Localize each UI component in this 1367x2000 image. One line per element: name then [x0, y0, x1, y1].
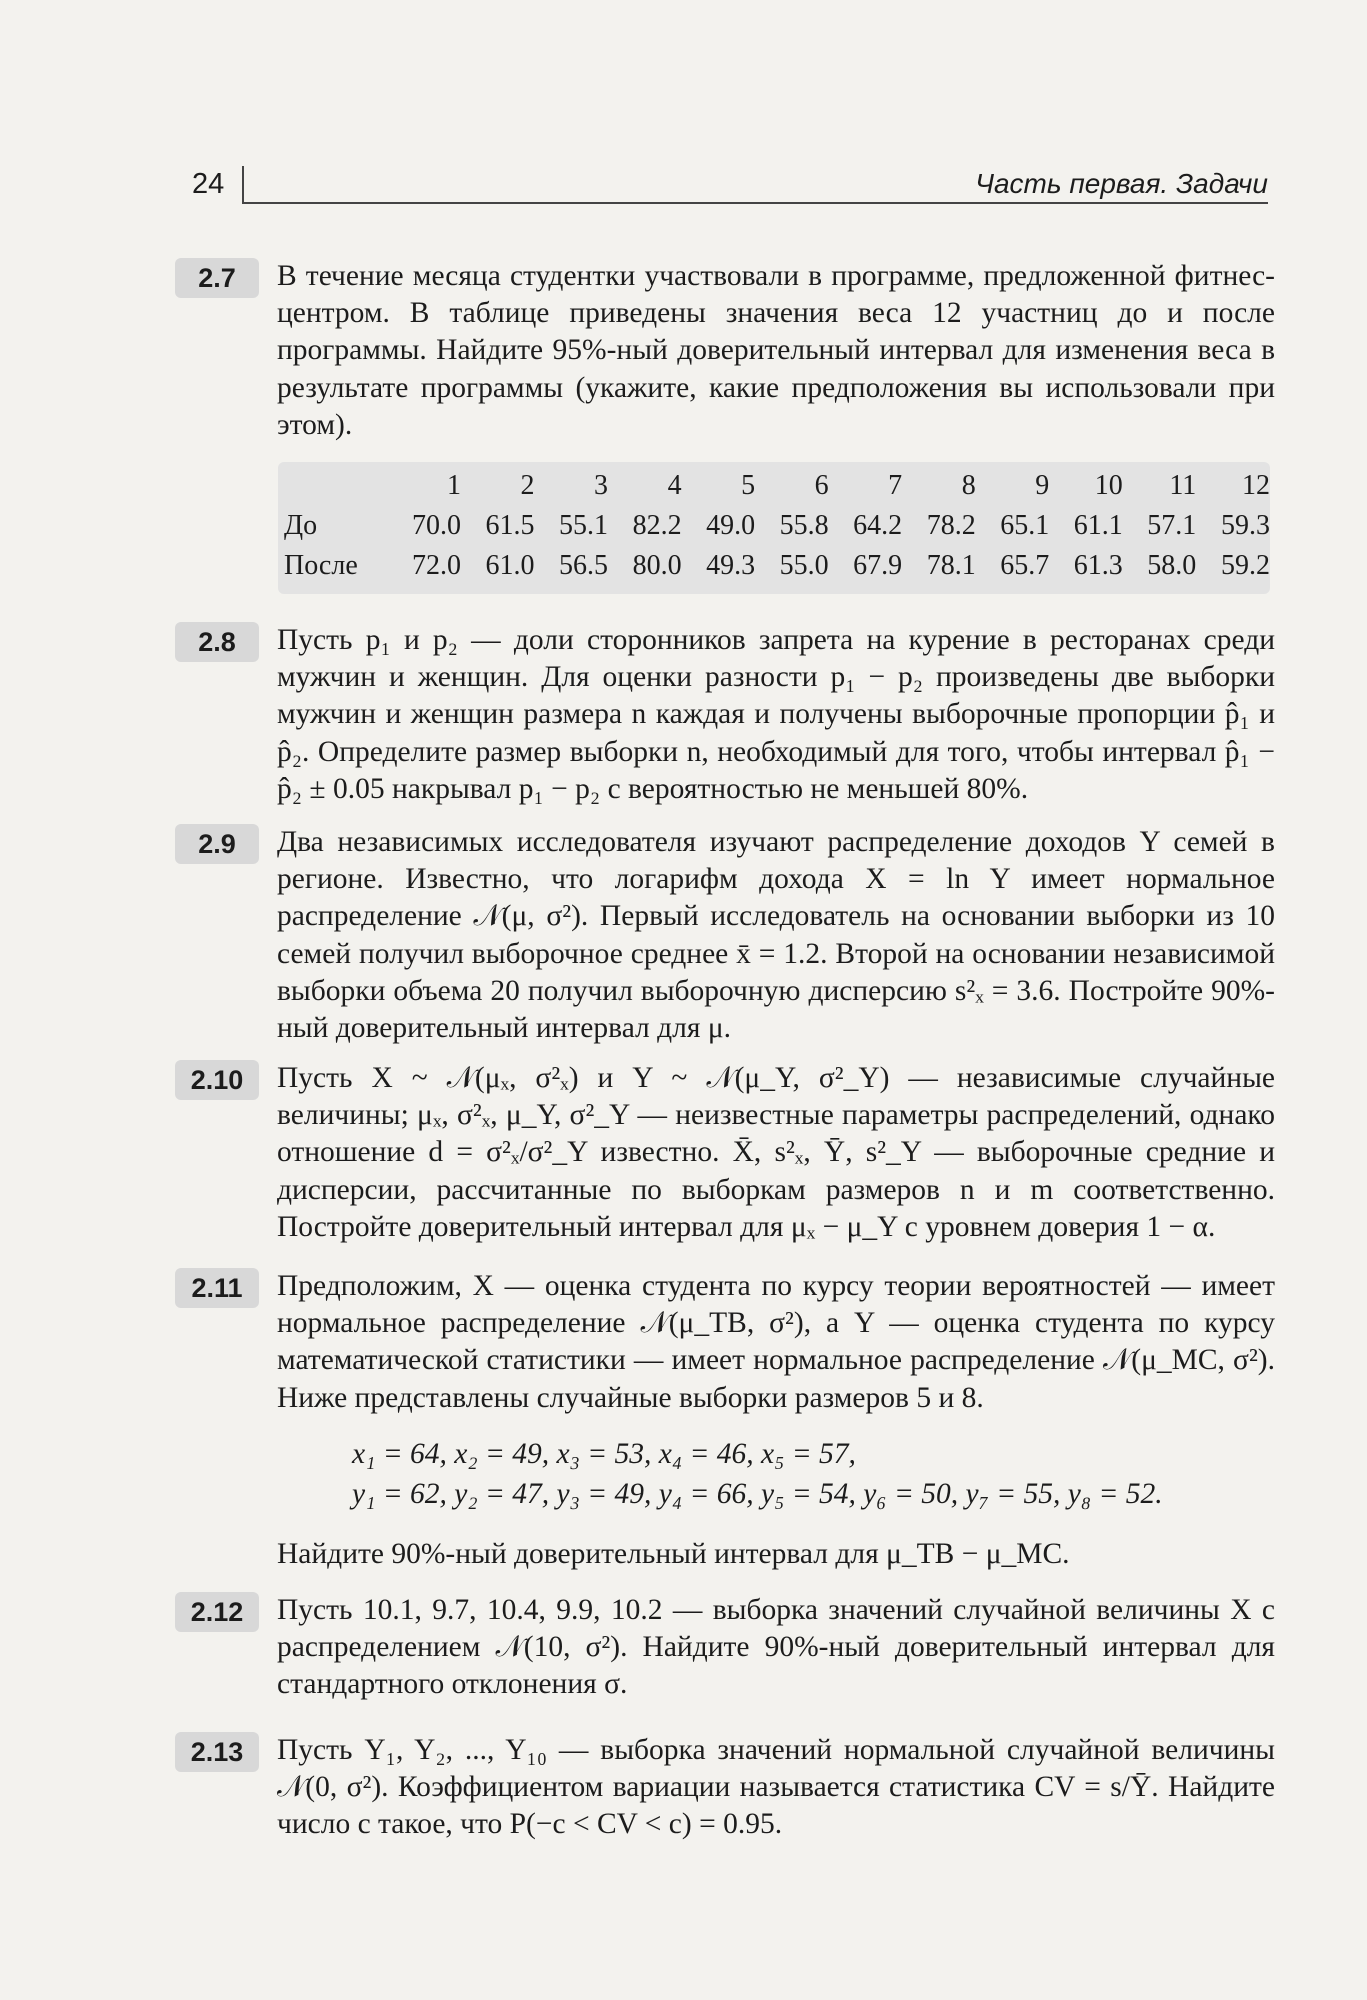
table-row — [284, 506, 1270, 546]
problem-text: Пусть Y₁, Y₂, ..., Y₁₀ — выборка значений нормальной случайной величины 𝒩(0, σ²). Коэффициентом вариации называется статистика CV = s/Ȳ. Найдите число c такое, что P(−c < CV < c) = 0.95. — [277, 1734, 1275, 1841]
column-header: 11 — [1169, 470, 1197, 501]
sample-y-formula: y₁ = 62, y₂ = 47, y₃ = 49, y₄ = 66, y₅ = 54, y₆ = 50, y₇ = 55, y₈ = 52. — [352, 1478, 1163, 1510]
page-number: 24 — [192, 168, 225, 200]
column-header: 12 — [1242, 470, 1270, 501]
table-cell: 59.3 — [1221, 510, 1270, 541]
table-header-row — [284, 466, 1270, 506]
table-cell: 55.8 — [779, 510, 829, 541]
table-cell: 61.1 — [1073, 510, 1123, 541]
table-cell: 82.2 — [632, 510, 682, 541]
table-cell: 49.3 — [706, 550, 756, 581]
table-cell: 61.5 — [485, 510, 535, 541]
row-label: После — [284, 550, 358, 581]
table-cell: 67.9 — [853, 550, 903, 581]
problem-text: Два независимых исследователя изучают распределение доходов Y семей в регионе. Известно, что логарифм дохода X = ln Y имеет нормальное распределение 𝒩(μ, σ²). Первый исследователь на основании выборки из 10 семей получил выборочное среднее x̄ = 1.2. Второй на основании независимой выборки объема 20 получил выборочную дисперсию s²ₓ = 3.6. Постройте 90%-ный доверительный интервал для μ. — [277, 826, 1275, 1045]
column-header: 8 — [961, 470, 976, 501]
table-cell: 78.1 — [926, 550, 976, 581]
column-header: 9 — [1035, 470, 1050, 501]
problem-number: 2.11 — [175, 1268, 259, 1308]
problem-text: Предположим, X — оценка студента по курсу теории вероятностей — имеет нормальное распределение 𝒩(μ_ТВ, σ²), а Y — оценка студента по курсу математической статистики — имеет нормальное распределение 𝒩(μ_МС, σ²). Ниже представлены случайные выборки размеров 5 и 8. — [277, 1270, 1275, 1414]
table-cell: 58.0 — [1147, 550, 1197, 581]
table-cell: 78.2 — [926, 510, 976, 541]
column-header: 6 — [814, 470, 829, 501]
problem-2-11-question: Найдите 90%-ный доверительный интервал для μ_ТВ − μ_МС. — [277, 1538, 1070, 1570]
weight-table — [278, 462, 1270, 594]
problem-text: Пусть X ~ 𝒩(μₓ, σ²ₓ) и Y ~ 𝒩(μ_Y, σ²_Y) — независимые случайные величины; μₓ, σ²ₓ, μ_Y, σ²_Y — неизвестные параметры распределений, однако отношение d = σ²ₓ/σ²_Y известно. X̄, s²ₓ, Ȳ, s²_Y — выборочные средние и дисперсии, рассчитанные по выборкам размеров n и m соответственно. Постройте доверительный интервал для μₓ − μ_Y с уровнем доверия 1 − α. — [277, 1062, 1275, 1243]
table-cell: 61.0 — [485, 550, 535, 581]
column-header: 7 — [888, 470, 903, 501]
running-title: Часть первая. Задачи — [975, 168, 1268, 199]
column-header: 1 — [446, 470, 461, 501]
table-cell: 61.3 — [1073, 550, 1123, 581]
problem-number: 2.9 — [175, 824, 259, 864]
header-rule-horizontal — [242, 202, 1268, 204]
problem-number: 2.10 — [175, 1060, 259, 1100]
problem-number: 2.7 — [175, 258, 259, 298]
table-cell: 55.1 — [559, 510, 609, 541]
table-cell: 65.7 — [1000, 550, 1050, 581]
problem-text: Пусть 10.1, 9.7, 10.4, 9.9, 10.2 — выборка значений случайной величины X с распределением 𝒩(10, σ²). Найдите 90%-ный доверительный интервал для стандартного отклонения σ. — [277, 1594, 1275, 1701]
table-cell: 70.0 — [411, 510, 461, 541]
table-cell: 72.0 — [411, 550, 461, 581]
table-cell: 56.5 — [559, 550, 609, 581]
table-cell: 55.0 — [779, 550, 829, 581]
problem-number: 2.8 — [175, 622, 259, 662]
table-cell: 65.1 — [1000, 510, 1050, 541]
table-row — [284, 546, 1270, 586]
table-cell: 49.0 — [706, 510, 756, 541]
problem-text: В течение месяца студентки участвовали в программе, предложенной фитнес-центром. В таблице приведены значения веса 12 участниц до и после программы. Найдите 95%-ный доверительный интервал для изменения веса в результате программы (укажите, какие предположения вы использовали при этом). — [277, 260, 1275, 441]
row-label: До — [284, 510, 318, 541]
column-header: 5 — [741, 470, 756, 501]
column-header: 2 — [520, 470, 535, 501]
column-header: 10 — [1094, 470, 1123, 501]
problem-number: 2.12 — [175, 1592, 259, 1632]
table-cell: 59.2 — [1221, 550, 1270, 581]
problem-text: Пусть p₁ и p₂ — доли сторонников запрета на курение в ресторанах среди мужчин и женщин. Для оценки разности p₁ − p₂ произведены две выборки мужчин и женщин размера n каждая и получены выборочные пропорции p̂₁ и p̂₂. Определите размер выборки n, необходимый для того, чтобы интервал p̂₁ − p̂₂ ± 0.05 накрывал p₁ − p₂ с вероятностью не меньшей 80%. — [277, 624, 1275, 805]
table-cell: 57.1 — [1147, 510, 1197, 541]
problem-number: 2.13 — [175, 1732, 259, 1772]
header-rule-vertical — [242, 166, 244, 202]
page-header — [170, 158, 1268, 210]
column-header: 4 — [667, 470, 682, 501]
sample-x-formula: x₁ = 64, x₂ = 49, x₃ = 53, x₄ = 46, x₅ = 57, — [352, 1438, 856, 1470]
table-cell: 80.0 — [632, 550, 682, 581]
table-cell: 64.2 — [853, 510, 903, 541]
column-header: 3 — [594, 470, 609, 501]
